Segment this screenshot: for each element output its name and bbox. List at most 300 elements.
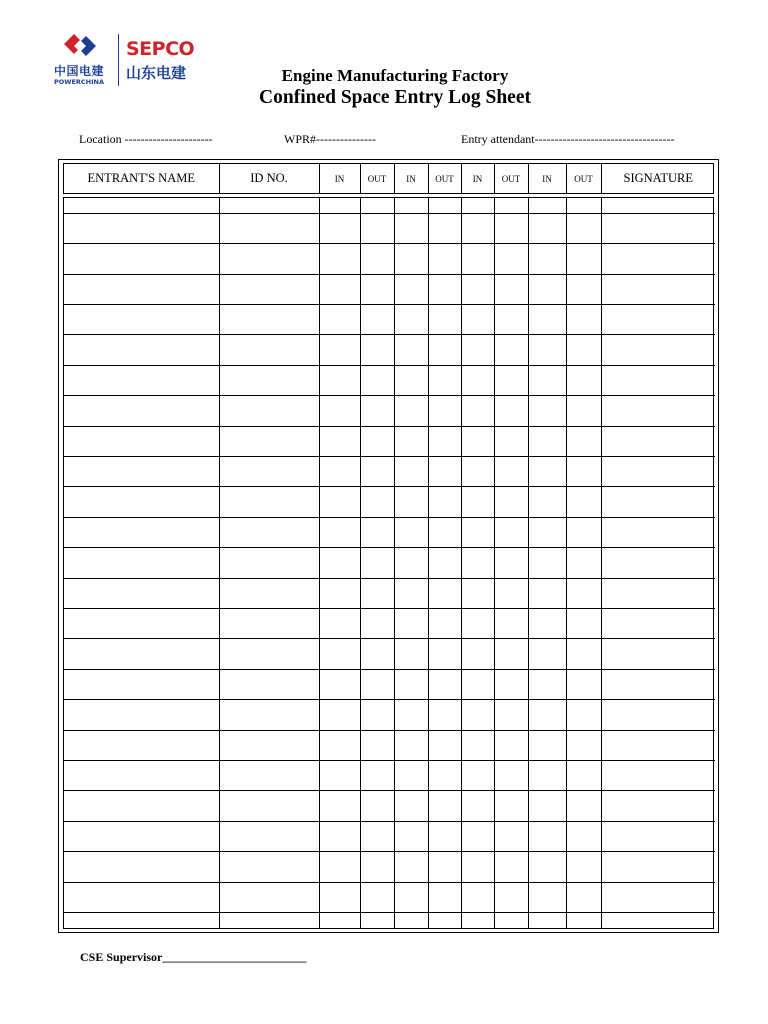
table-row xyxy=(64,426,715,456)
table-row xyxy=(64,608,715,638)
table-cell xyxy=(461,761,494,791)
table-cell xyxy=(319,396,360,426)
table-cell xyxy=(566,335,601,365)
powerchina-logo-icon xyxy=(60,32,100,62)
table-cell xyxy=(461,335,494,365)
table-cell xyxy=(528,274,566,304)
table-cell xyxy=(528,821,566,851)
table-cell xyxy=(428,548,461,578)
table-cell xyxy=(64,274,219,304)
table-cell xyxy=(461,639,494,669)
table-cell xyxy=(461,913,494,928)
table-cell xyxy=(601,198,715,213)
table-cell xyxy=(319,213,360,243)
table-cell xyxy=(319,456,360,486)
table-cell xyxy=(494,396,528,426)
table-row xyxy=(64,213,715,243)
table-cell xyxy=(319,487,360,517)
table-cell xyxy=(528,608,566,638)
table-cell xyxy=(601,365,715,395)
table-cell xyxy=(528,213,566,243)
column-header-out-1: OUT xyxy=(360,164,394,193)
table-row xyxy=(64,730,715,760)
logo-brand-chinese: 山东电建 xyxy=(126,64,187,82)
column-header-in-2: IN xyxy=(394,164,428,193)
table-cell xyxy=(601,791,715,821)
table-cell xyxy=(219,821,319,851)
table-cell xyxy=(461,426,494,456)
table-cell xyxy=(394,304,428,334)
table-cell xyxy=(319,761,360,791)
table-cell xyxy=(461,730,494,760)
table-cell xyxy=(461,669,494,699)
table-cell xyxy=(601,761,715,791)
table-cell xyxy=(394,852,428,882)
table-cell xyxy=(494,213,528,243)
table-cell xyxy=(528,639,566,669)
table-cell xyxy=(319,548,360,578)
table-cell xyxy=(528,365,566,395)
table-cell xyxy=(319,244,360,274)
table-cell xyxy=(528,700,566,730)
table-cell xyxy=(494,274,528,304)
table-cell xyxy=(566,730,601,760)
table-cell xyxy=(566,608,601,638)
table-cell xyxy=(428,517,461,547)
table-cell xyxy=(64,821,219,851)
table-cell xyxy=(219,198,319,213)
table-cell xyxy=(428,639,461,669)
table-cell xyxy=(428,335,461,365)
table-cell xyxy=(601,608,715,638)
table-cell xyxy=(566,304,601,334)
table-cell xyxy=(428,852,461,882)
table-cell xyxy=(494,761,528,791)
table-cell xyxy=(494,852,528,882)
table-cell xyxy=(461,396,494,426)
table-cell xyxy=(394,669,428,699)
table-cell xyxy=(461,274,494,304)
logo-chinese-name: 中国电建 xyxy=(54,64,105,78)
table-cell xyxy=(319,578,360,608)
table-cell xyxy=(360,426,394,456)
table-cell xyxy=(64,669,219,699)
table-cell xyxy=(394,608,428,638)
table-row xyxy=(64,274,715,304)
table-cell xyxy=(64,456,219,486)
table-cell xyxy=(64,365,219,395)
table-cell xyxy=(566,882,601,912)
table-cell xyxy=(394,821,428,851)
table-cell xyxy=(461,852,494,882)
table-cell xyxy=(219,882,319,912)
column-header-in-4: IN xyxy=(528,164,566,193)
table-row xyxy=(64,456,715,486)
table-cell xyxy=(528,761,566,791)
table-cell xyxy=(319,608,360,638)
table-cell xyxy=(566,487,601,517)
table-cell xyxy=(219,761,319,791)
table-cell xyxy=(394,517,428,547)
logo-brand: SEPCO xyxy=(126,38,195,60)
table-cell xyxy=(219,639,319,669)
table-cell xyxy=(319,882,360,912)
table-cell xyxy=(461,608,494,638)
table-cell xyxy=(461,487,494,517)
table-cell xyxy=(528,456,566,486)
table-cell xyxy=(428,730,461,760)
table-cell xyxy=(566,578,601,608)
table-cell xyxy=(566,198,601,213)
table-cell xyxy=(428,365,461,395)
table-cell xyxy=(360,882,394,912)
table-cell xyxy=(319,821,360,851)
table-cell xyxy=(219,365,319,395)
table-cell xyxy=(566,669,601,699)
table-row xyxy=(64,639,715,669)
table-cell xyxy=(360,456,394,486)
table-cell xyxy=(319,791,360,821)
table-cell xyxy=(219,304,319,334)
table-cell xyxy=(601,669,715,699)
table-cell xyxy=(494,487,528,517)
table-cell xyxy=(319,335,360,365)
table-cell xyxy=(360,608,394,638)
log-table-body xyxy=(63,197,714,929)
table-cell xyxy=(566,548,601,578)
table-cell xyxy=(428,304,461,334)
table-cell xyxy=(428,456,461,486)
table-cell xyxy=(494,821,528,851)
column-header-out-2: OUT xyxy=(428,164,461,193)
table-cell xyxy=(528,882,566,912)
table-cell xyxy=(428,213,461,243)
table-cell xyxy=(566,244,601,274)
table-cell xyxy=(428,700,461,730)
table-cell xyxy=(64,761,219,791)
table-row xyxy=(64,487,715,517)
column-header-id: ID NO. xyxy=(219,164,319,193)
table-row xyxy=(64,882,715,912)
table-cell xyxy=(64,639,219,669)
table-cell xyxy=(219,913,319,928)
table-cell xyxy=(494,669,528,699)
table-cell xyxy=(528,198,566,213)
table-cell xyxy=(394,700,428,730)
table-cell xyxy=(461,456,494,486)
table-cell xyxy=(219,700,319,730)
table-cell xyxy=(64,244,219,274)
table-cell xyxy=(494,700,528,730)
table-cell xyxy=(219,548,319,578)
table-row xyxy=(64,517,715,547)
table-cell xyxy=(528,396,566,426)
table-row xyxy=(64,244,715,274)
table-cell xyxy=(601,517,715,547)
table-cell xyxy=(566,365,601,395)
table-cell xyxy=(394,548,428,578)
table-cell xyxy=(601,456,715,486)
table-row xyxy=(64,198,715,213)
table-cell xyxy=(461,244,494,274)
table-row xyxy=(64,335,715,365)
table-cell xyxy=(528,852,566,882)
table-cell xyxy=(528,548,566,578)
table-cell xyxy=(461,791,494,821)
table-cell xyxy=(494,426,528,456)
table-cell xyxy=(494,548,528,578)
table-cell xyxy=(494,730,528,760)
table-cell xyxy=(601,335,715,365)
table-row xyxy=(64,304,715,334)
table-cell xyxy=(601,274,715,304)
table-cell xyxy=(428,669,461,699)
table-cell xyxy=(360,487,394,517)
page-subtitle: Confined Space Entry Log Sheet xyxy=(259,87,531,108)
table-cell xyxy=(601,913,715,928)
table-cell xyxy=(461,548,494,578)
table-cell xyxy=(64,913,219,928)
table-row xyxy=(64,761,715,791)
table-cell xyxy=(601,244,715,274)
table-cell xyxy=(528,791,566,821)
table-cell xyxy=(64,578,219,608)
table-cell xyxy=(528,244,566,274)
table-cell xyxy=(219,456,319,486)
log-table-header xyxy=(63,163,714,194)
header-row xyxy=(64,164,715,193)
table-cell xyxy=(360,244,394,274)
table-cell xyxy=(394,426,428,456)
table-cell xyxy=(428,274,461,304)
table-cell xyxy=(394,244,428,274)
table-cell xyxy=(319,700,360,730)
table-cell xyxy=(494,882,528,912)
table-cell xyxy=(428,244,461,274)
table-cell xyxy=(394,274,428,304)
table-cell xyxy=(601,487,715,517)
table-cell xyxy=(601,821,715,851)
table-cell xyxy=(528,426,566,456)
table-cell xyxy=(64,548,219,578)
table-cell xyxy=(494,335,528,365)
location-field: Location ---------------------- xyxy=(79,132,213,146)
table-cell xyxy=(566,852,601,882)
table-cell xyxy=(360,821,394,851)
table-cell xyxy=(494,608,528,638)
table-cell xyxy=(219,213,319,243)
table-cell xyxy=(566,426,601,456)
table-cell xyxy=(428,396,461,426)
column-header-signature: SIGNATURE xyxy=(601,164,715,193)
table-cell xyxy=(394,882,428,912)
table-cell xyxy=(360,852,394,882)
table-cell xyxy=(494,639,528,669)
table-cell xyxy=(528,487,566,517)
table-cell xyxy=(601,852,715,882)
table-cell xyxy=(360,335,394,365)
table-cell xyxy=(494,913,528,928)
table-cell xyxy=(360,578,394,608)
entry-attendant-field: Entry attendant----------------------------------- xyxy=(461,132,675,146)
table-cell xyxy=(428,791,461,821)
table-cell xyxy=(219,852,319,882)
table-cell xyxy=(360,517,394,547)
column-header-name: ENTRANT'S NAME xyxy=(64,164,219,193)
table-cell xyxy=(528,335,566,365)
table-cell xyxy=(601,700,715,730)
table-cell xyxy=(319,913,360,928)
table-cell xyxy=(528,578,566,608)
table-cell xyxy=(428,198,461,213)
table-cell xyxy=(601,548,715,578)
table-cell xyxy=(219,669,319,699)
table-cell xyxy=(319,426,360,456)
table-cell xyxy=(428,487,461,517)
table-cell xyxy=(528,913,566,928)
table-cell xyxy=(494,791,528,821)
table-cell xyxy=(360,274,394,304)
table-cell xyxy=(566,396,601,426)
table-cell xyxy=(394,791,428,821)
table-cell xyxy=(319,198,360,213)
table-cell xyxy=(64,487,219,517)
table-cell xyxy=(428,882,461,912)
table-cell xyxy=(360,198,394,213)
table-cell xyxy=(319,730,360,760)
table-cell xyxy=(428,578,461,608)
table-cell xyxy=(64,700,219,730)
table-cell xyxy=(566,913,601,928)
table-cell xyxy=(566,821,601,851)
table-cell xyxy=(360,761,394,791)
table-cell xyxy=(601,730,715,760)
table-cell xyxy=(461,700,494,730)
table-cell xyxy=(394,396,428,426)
table-row xyxy=(64,548,715,578)
table-cell xyxy=(360,304,394,334)
table-cell xyxy=(528,730,566,760)
table-row xyxy=(64,578,715,608)
table-cell xyxy=(494,456,528,486)
table-cell xyxy=(566,213,601,243)
table-cell xyxy=(64,198,219,213)
table-cell xyxy=(428,761,461,791)
table-cell xyxy=(461,882,494,912)
table-cell xyxy=(494,244,528,274)
table-cell xyxy=(461,821,494,851)
table-cell xyxy=(64,730,219,760)
table-cell xyxy=(219,517,319,547)
table-cell xyxy=(360,548,394,578)
table-cell xyxy=(494,365,528,395)
table-cell xyxy=(64,335,219,365)
table-cell xyxy=(319,639,360,669)
table-cell xyxy=(360,669,394,699)
table-cell xyxy=(219,335,319,365)
table-row xyxy=(64,791,715,821)
table-cell xyxy=(601,213,715,243)
table-cell xyxy=(64,396,219,426)
table-cell xyxy=(64,426,219,456)
table-cell xyxy=(219,396,319,426)
table-cell xyxy=(394,578,428,608)
table-cell xyxy=(461,304,494,334)
table-cell xyxy=(219,274,319,304)
table-cell xyxy=(566,639,601,669)
table-cell xyxy=(494,517,528,547)
table-cell xyxy=(219,791,319,821)
table-cell xyxy=(219,426,319,456)
table-row xyxy=(64,821,715,851)
table-cell xyxy=(461,198,494,213)
table-cell xyxy=(566,274,601,304)
table-cell xyxy=(566,791,601,821)
table-cell xyxy=(601,426,715,456)
table-cell xyxy=(319,304,360,334)
table-cell xyxy=(319,669,360,699)
cse-supervisor-field: CSE Supervisor________________________ xyxy=(80,950,307,964)
table-cell xyxy=(394,487,428,517)
table-cell xyxy=(601,882,715,912)
table-cell xyxy=(360,396,394,426)
table-cell xyxy=(219,730,319,760)
table-cell xyxy=(601,639,715,669)
table-cell xyxy=(394,639,428,669)
column-header-out-3: OUT xyxy=(494,164,528,193)
column-header-in-1: IN xyxy=(319,164,360,193)
table-row xyxy=(64,396,715,426)
table-cell xyxy=(319,852,360,882)
table-cell xyxy=(219,487,319,517)
table-cell xyxy=(566,700,601,730)
table-cell xyxy=(566,456,601,486)
table-cell xyxy=(64,791,219,821)
table-cell xyxy=(461,213,494,243)
table-cell xyxy=(394,730,428,760)
table-cell xyxy=(428,821,461,851)
table-cell xyxy=(64,304,219,334)
table-cell xyxy=(360,639,394,669)
table-cell xyxy=(64,608,219,638)
table-cell xyxy=(64,882,219,912)
table-cell xyxy=(360,700,394,730)
logo-english-name: POWERCHINA xyxy=(54,78,105,86)
table-cell xyxy=(394,913,428,928)
table-cell xyxy=(319,365,360,395)
table-cell xyxy=(428,913,461,928)
table-cell xyxy=(461,578,494,608)
table-cell xyxy=(219,244,319,274)
table-cell xyxy=(394,335,428,365)
table-cell xyxy=(360,365,394,395)
table-cell xyxy=(566,761,601,791)
table-cell xyxy=(394,761,428,791)
table-cell xyxy=(394,213,428,243)
table-cell xyxy=(566,517,601,547)
table-cell xyxy=(360,791,394,821)
table-row xyxy=(64,669,715,699)
table-cell xyxy=(428,608,461,638)
table-cell xyxy=(428,426,461,456)
table-row xyxy=(64,365,715,395)
table-cell xyxy=(360,913,394,928)
table-cell xyxy=(528,304,566,334)
table-cell xyxy=(461,517,494,547)
table-cell xyxy=(601,304,715,334)
table-cell xyxy=(319,274,360,304)
table-cell xyxy=(64,213,219,243)
